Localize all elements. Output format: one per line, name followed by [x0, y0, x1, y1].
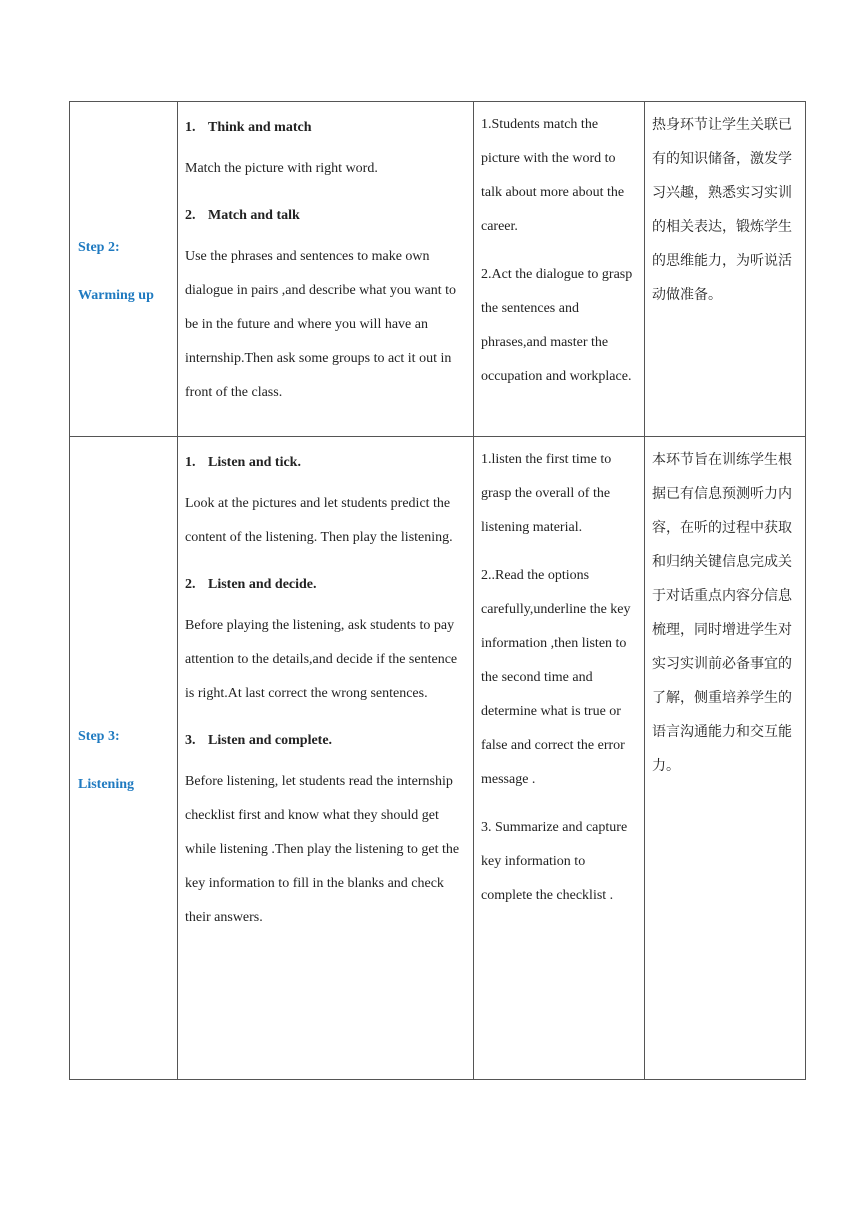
activity-text: Match the picture with right word. — [185, 161, 378, 176]
lesson-plan-table — [69, 101, 806, 1080]
student-activity-text: 3. Summarize and capture key information to complete the checklist . — [481, 820, 628, 903]
purpose-cell: 热身环节让学生关联已有的知识储备，激发学习兴趣，熟悉实习实训的相关表达，锻炼学生的思维能力，为听说活动做准备。 — [645, 102, 806, 437]
table-row-listening — [70, 437, 806, 1080]
step-label: Step 2: — [78, 240, 120, 255]
activity-text: Look at the pictures and let students predict the content of the listening. Then play the listening. — [185, 496, 453, 545]
student-activity-text: 1.Students match the picture with the word to talk about more about the career. — [481, 117, 625, 234]
teacher-activities-cell — [178, 102, 474, 437]
purpose-cell: 本环节旨在训练学生根据已有信息预测听力内容，在听的过程中获取和归纳关键信息完成关于对话重点内容分信息梳理，同时增进学生对实习实训前必备事宜的了解，侧重培养学生的语言沟通能力和交互能力。 — [645, 437, 806, 1080]
activity-heading: 1. Listen and tick. — [185, 455, 301, 470]
teacher-activities-cell — [178, 437, 474, 1080]
step-name: Warming up — [78, 288, 154, 303]
activity-heading: 2. Listen and decide. — [185, 577, 317, 592]
student-activity-text: 1.listen the first time to grasp the overall of the listening material. — [481, 452, 612, 535]
activity-text: Before playing the listening, ask students to pay attention to the details,and decide if the sentence is right.At last correct the wrong sentences. — [185, 618, 458, 701]
student-activities-cell — [474, 102, 645, 437]
student-activities-cell — [474, 437, 645, 1080]
student-activity-text: 2.Act the dialogue to grasp the sentences and phrases,and master the occupation and workplace. — [481, 267, 633, 384]
student-activity-text: 2..Read the options carefully,underline the key information ,then listen to the second time and determine what is true or false and correct the error message . — [481, 568, 631, 787]
step-cell — [70, 102, 178, 437]
table-row-warming-up — [70, 102, 806, 437]
step-label: Step 3: — [78, 729, 120, 744]
activity-text: Use the phrases and sentences to make own dialogue in pairs ,and describe what you want to be in the future and where you will have an internship.Then ask some groups to act it out in front of the class. — [185, 249, 456, 400]
activity-heading: 3. Listen and complete. — [185, 733, 333, 748]
activity-text: Before listening, let students read the internship checklist first and know what they should get while listening .Then play the listening to get the key information to fill in the blanks and check their answers. — [185, 774, 460, 925]
activity-heading: 1. Think and match — [185, 120, 312, 135]
step-name: Listening — [78, 777, 135, 792]
step-cell — [70, 437, 178, 1080]
activity-heading: 2. Match and talk — [185, 208, 300, 223]
